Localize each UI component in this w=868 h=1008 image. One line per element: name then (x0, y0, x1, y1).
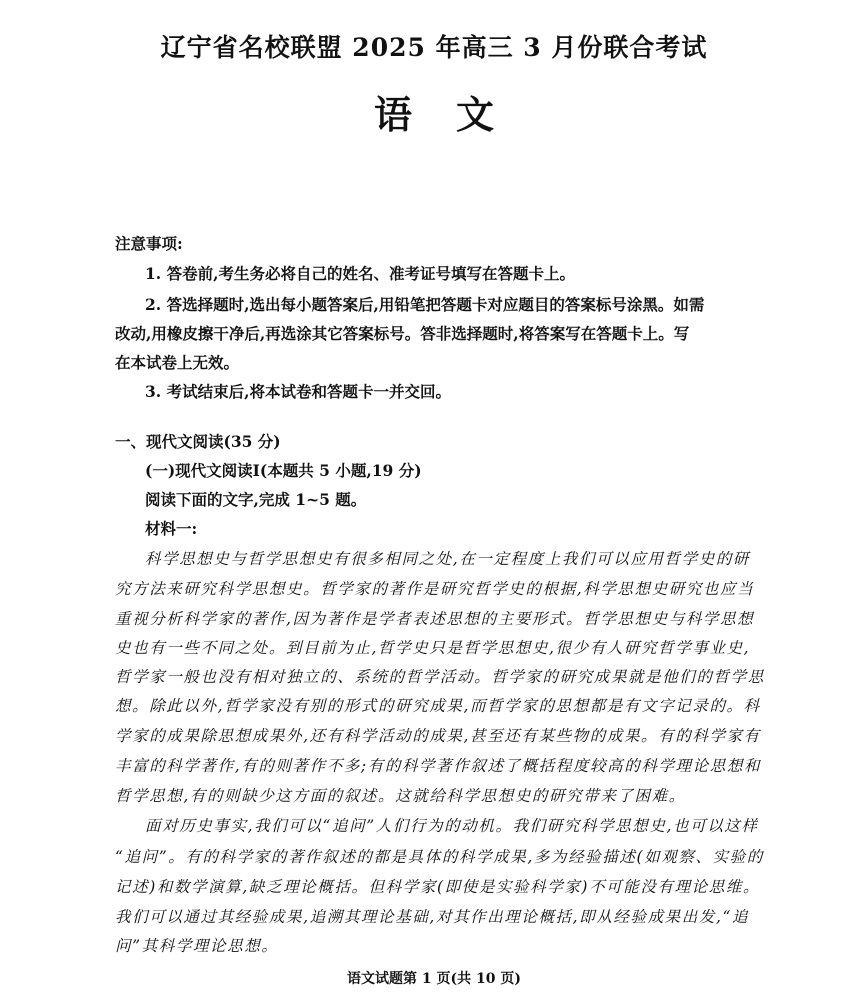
notice-item-2-line-2: 改动,用橡皮擦干净后,再选涂其它答案标号。答非选择题时,将答案写在答题卡上。写 (115, 324, 690, 343)
passage-line: 重视分析科学家的著作,因为著作是学者表述思想的主要形式。哲学思想史与科学思想 (115, 610, 755, 628)
passage-line: 想。除此以外,哲学家没有别的形式的研究成果,而哲学家的思想都是有文字记录的。科 (115, 697, 761, 715)
passage-line: 究方法来研究科学思想史。哲学家的著作是研究哲学史的根据,科学思想史研究也应当 (115, 580, 755, 598)
section-heading: 一、现代文阅读(35 分) (115, 432, 281, 451)
passage-line: 科学思想史与哲学思想史有很多相同之处,在一定程度上我们可以应用哲学史的研 (145, 550, 751, 568)
passage-line: “追问”。有的科学家的著作叙述的都是具体的科学成果,多为经验描述(如观察、实验的 (115, 848, 764, 866)
passage-line: 学家的成果除思想成果外,还有科学活动的成果,甚至还有某些物的成果。有的科学家有 (115, 727, 761, 745)
subject-title: 语文 (373, 92, 538, 137)
passage-line: 丰富的科学著作,有的则著作不多;有的科学著作叙述了概括程度较高的科学理论思想和 (115, 757, 762, 775)
notice-item-2-line-3: 在本试卷上无效。 (115, 353, 240, 372)
passage-line: 记述)和数学演算,缺乏理论概括。但科学家(即使是实验科学家)不可能没有理论思维。 (115, 878, 761, 896)
passage-line: 我们可以通过其经验成果,追溯其理论基础,对其作出理论概括,即从经验成果出发,“追 (115, 908, 750, 926)
material-label: 材料一: (145, 519, 198, 538)
notice-item-3: 3. 考试结束后,将本试卷和答题卡一并交回。 (145, 382, 451, 401)
sub-section-heading: (一)现代文阅读Ⅰ(本题共 5 小题,19 分) (145, 461, 422, 480)
exam-title: 辽宁省名校联盟 2025 年高三 3 月份联合考试 (160, 33, 708, 62)
notice-item-2-line-1: 2. 答选择题时,选出每小题答案后,用铅笔把答题卡对应题目的答案标号涂黑。如需 (145, 295, 705, 314)
page-footer: 语文试题第 1 页(共 10 页) (347, 971, 521, 987)
notice-item-1: 1. 答卷前,考生务必将自己的姓名、准考证号填写在答题卡上。 (145, 264, 575, 283)
reading-instruction: 阅读下面的文字,完成 1~5 题。 (145, 490, 367, 509)
passage-line: 史也有一些不同之处。到目前为止,哲学史只是哲学思想史,很少有人研究哲学事业史, (115, 639, 751, 657)
passage-line: 问”其科学理论思想。 (115, 937, 279, 955)
notice-heading: 注意事项: (115, 234, 183, 253)
passage-line: 哲学家一般也没有相对独立的、系统的哲学活动。哲学家的研究成果就是他们的哲学思 (115, 668, 765, 686)
passage-line: 面对历史事实,我们可以“追问”人们行为的动机。我们研究科学思想史,也可以这样 (145, 817, 759, 835)
passage-line: 哲学思想,有的则缺少这方面的叙述。这就给科学思想史的研究带来了困难。 (115, 787, 686, 805)
